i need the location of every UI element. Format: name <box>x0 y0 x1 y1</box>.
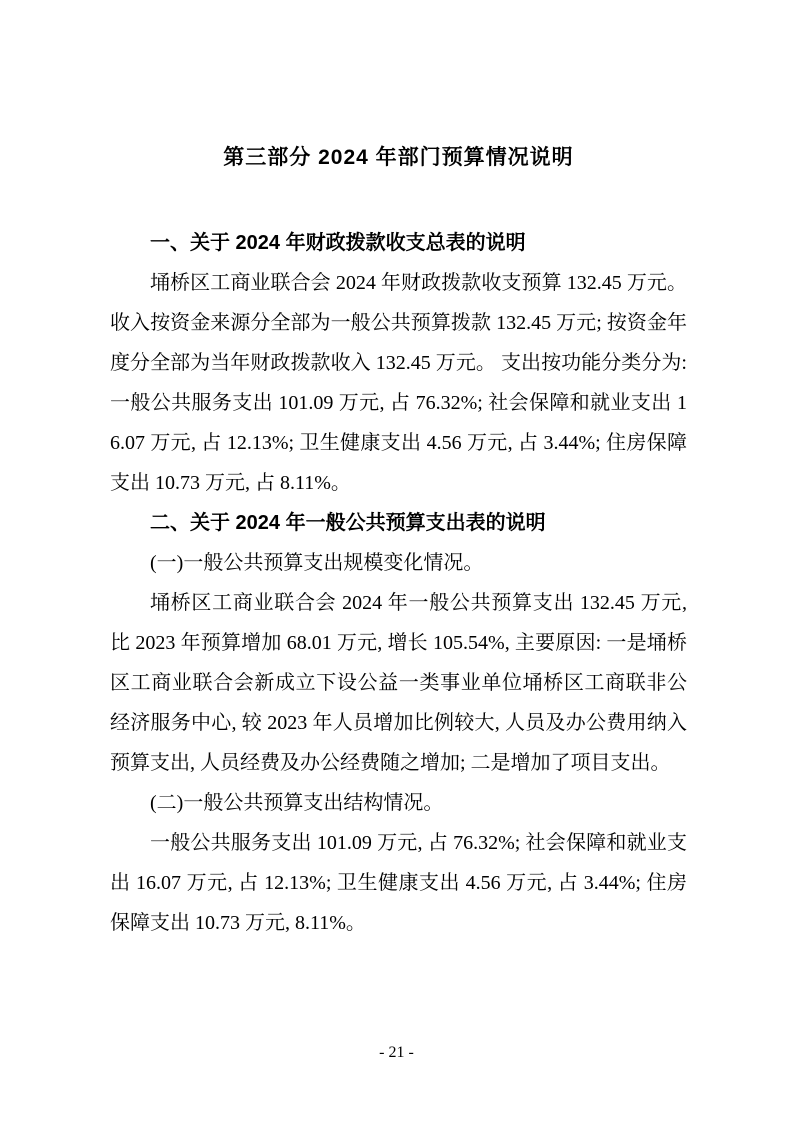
subsection-heading-1: (一)一般公共预算支出规模变化情况。 <box>150 552 484 574</box>
section-heading-1: 一、关于 2024 年财政拨款收支总表的说明 <box>150 232 526 254</box>
section-heading-2: 二、关于 2024 年一般公共预算支出表的说明 <box>150 512 546 534</box>
subsection-heading-2: (二)一般公共预算支出结构情况。 <box>150 792 444 814</box>
body-paragraph-1: 埇桥区工商业联合会 2024 年财政拨款收支预算 132.45 万元。 收入按资金来源分全部为一般公共预算拨款 132.45 万元; 按资金年度分全部为当年财政拨款收入 132.45 万元。 支出按功能分类分为: 一般公共服务支出 101.09 万元, 占 76.32%; 社会保障和就业支出 16.07 万元, 占 12.13%; 卫生健康支出 4.56 万元, 占 3.44%; 住房保障支出 10.73 万元, 占 8.11%。 <box>110 272 687 494</box>
document-title: 第三部分 2024 年部门预算情况说明 <box>223 146 574 169</box>
body-paragraph-2: 埇桥区工商业联合会 2024 年一般公共预算支出 132.45 万元, 比 2023 年预算增加 68.01 万元, 增长 105.54%, 主要原因: 一是埇桥区工商业联合会新成立下设公益一类事业单位埇桥区工商联非公经济服务中心, 较 2023 年人员增加比例较大, 人员及办公费用纳入预算支出, 人员经费及办公经费随之增加; 二是增加了项目支出。 <box>110 592 687 774</box>
page-number: - 21 - <box>379 1044 414 1061</box>
body-paragraph-3: 一般公共服务支出 101.09 万元, 占 76.32%; 社会保障和就业支出 16.07 万元, 占 12.13%; 卫生健康支出 4.56 万元, 占 3.44%; 住房保障支出 10.73 万元, 8.11%。 <box>110 832 687 934</box>
